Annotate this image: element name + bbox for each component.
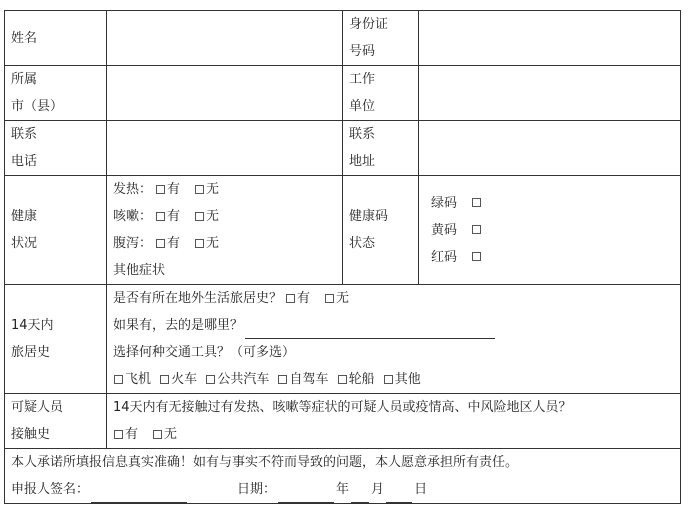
city-field[interactable] <box>107 66 343 121</box>
contact-no-checkbox[interactable] <box>153 430 162 439</box>
row-phone <box>5 121 681 176</box>
cough-no-checkbox[interactable] <box>195 212 204 221</box>
work-label: 工作 单位 <box>343 66 419 121</box>
id-field[interactable] <box>419 11 681 66</box>
travel-no-checkbox[interactable] <box>325 294 334 303</box>
diarrhea-no-checkbox[interactable] <box>195 239 204 248</box>
symptom-cough: 咳嗽： 有 无 <box>113 209 220 224</box>
pledge-cell <box>5 449 681 504</box>
row-city <box>5 66 681 121</box>
travel-yes-checkbox[interactable] <box>286 294 295 303</box>
cough-yes-checkbox[interactable] <box>156 212 165 221</box>
code-green-checkbox[interactable] <box>472 198 481 207</box>
day-blank[interactable] <box>386 486 412 503</box>
code-yellow: 黄码 <box>431 217 680 244</box>
id-label: 身份证 号码 <box>343 11 419 66</box>
contact-yes-checkbox[interactable] <box>114 430 123 439</box>
transport-car-checkbox[interactable] <box>278 375 287 384</box>
health-declaration-form <box>4 10 681 504</box>
name-label: 姓名 <box>5 11 107 66</box>
contact-question: 14天内有无接触过有发热、咳嗽等症状的可疑人员或疫情高、中风险地区人员？ <box>113 400 572 415</box>
signature-blank[interactable] <box>91 486 187 503</box>
health-code-label: 健康码 状态 <box>343 176 419 285</box>
contact-cell <box>107 394 681 449</box>
contact-options: 有 无 <box>113 421 680 448</box>
transport-plane-checkbox[interactable] <box>114 375 123 384</box>
phone-label: 联系 电话 <box>5 121 107 176</box>
transport-other-checkbox[interactable] <box>384 375 393 384</box>
row-health <box>5 176 681 285</box>
transport-bus-checkbox[interactable] <box>206 375 215 384</box>
address-label: 联系 地址 <box>343 121 419 176</box>
symptom-fever: 发热： 有 无 <box>113 182 220 197</box>
symptom-diarrhea: 腹泻： 有 无 <box>113 236 220 251</box>
travel-question-1: 是否有所在地外生活旅居史？ 有 无 <box>113 291 350 306</box>
travel-cell <box>107 285 681 394</box>
transport-ship-checkbox[interactable] <box>338 375 347 384</box>
work-field[interactable] <box>419 66 681 121</box>
health-label: 健康 状况 <box>5 176 107 285</box>
transport-train-checkbox[interactable] <box>160 375 169 384</box>
phone-field[interactable] <box>107 121 343 176</box>
fever-no-checkbox[interactable] <box>195 185 204 194</box>
health-code-options <box>419 176 681 285</box>
year-blank[interactable] <box>278 486 334 503</box>
row-name <box>5 11 681 66</box>
row-contact <box>5 394 681 449</box>
transport-options: 飞机 火车 公共汽车 自驾车 轮船 其他 <box>113 366 680 393</box>
fever-yes-checkbox[interactable] <box>156 185 165 194</box>
month-blank[interactable] <box>351 486 369 503</box>
code-yellow-checkbox[interactable] <box>472 225 481 234</box>
city-label: 所属 市（县） <box>5 66 107 121</box>
signature-line: 申报人签名： 日期： 年 月 日 <box>11 476 680 503</box>
contact-label: 可疑人员 接触史 <box>5 394 107 449</box>
other-symptoms: 其他症状 <box>113 263 166 278</box>
code-red-checkbox[interactable] <box>472 252 481 261</box>
travel-question-2: 如果有，去的是哪里？ <box>113 312 680 339</box>
row-pledge <box>5 449 681 504</box>
code-green: 绿码 <box>431 190 680 217</box>
row-travel <box>5 285 681 394</box>
address-field[interactable] <box>419 121 681 176</box>
code-red: 红码 <box>431 244 680 271</box>
name-field[interactable] <box>107 11 343 66</box>
pledge-text: 本人承诺所填报信息真实准确！如有与事实不符而导致的问题，本人愿意承担所有责任。 <box>11 455 519 470</box>
travel-label: 14天内 旅居史 <box>5 285 107 394</box>
destination-blank[interactable] <box>245 322 495 339</box>
travel-question-3: 选择何种交通工具？（可多选） <box>113 345 296 360</box>
diarrhea-yes-checkbox[interactable] <box>156 239 165 248</box>
symptoms-cell <box>107 176 343 285</box>
